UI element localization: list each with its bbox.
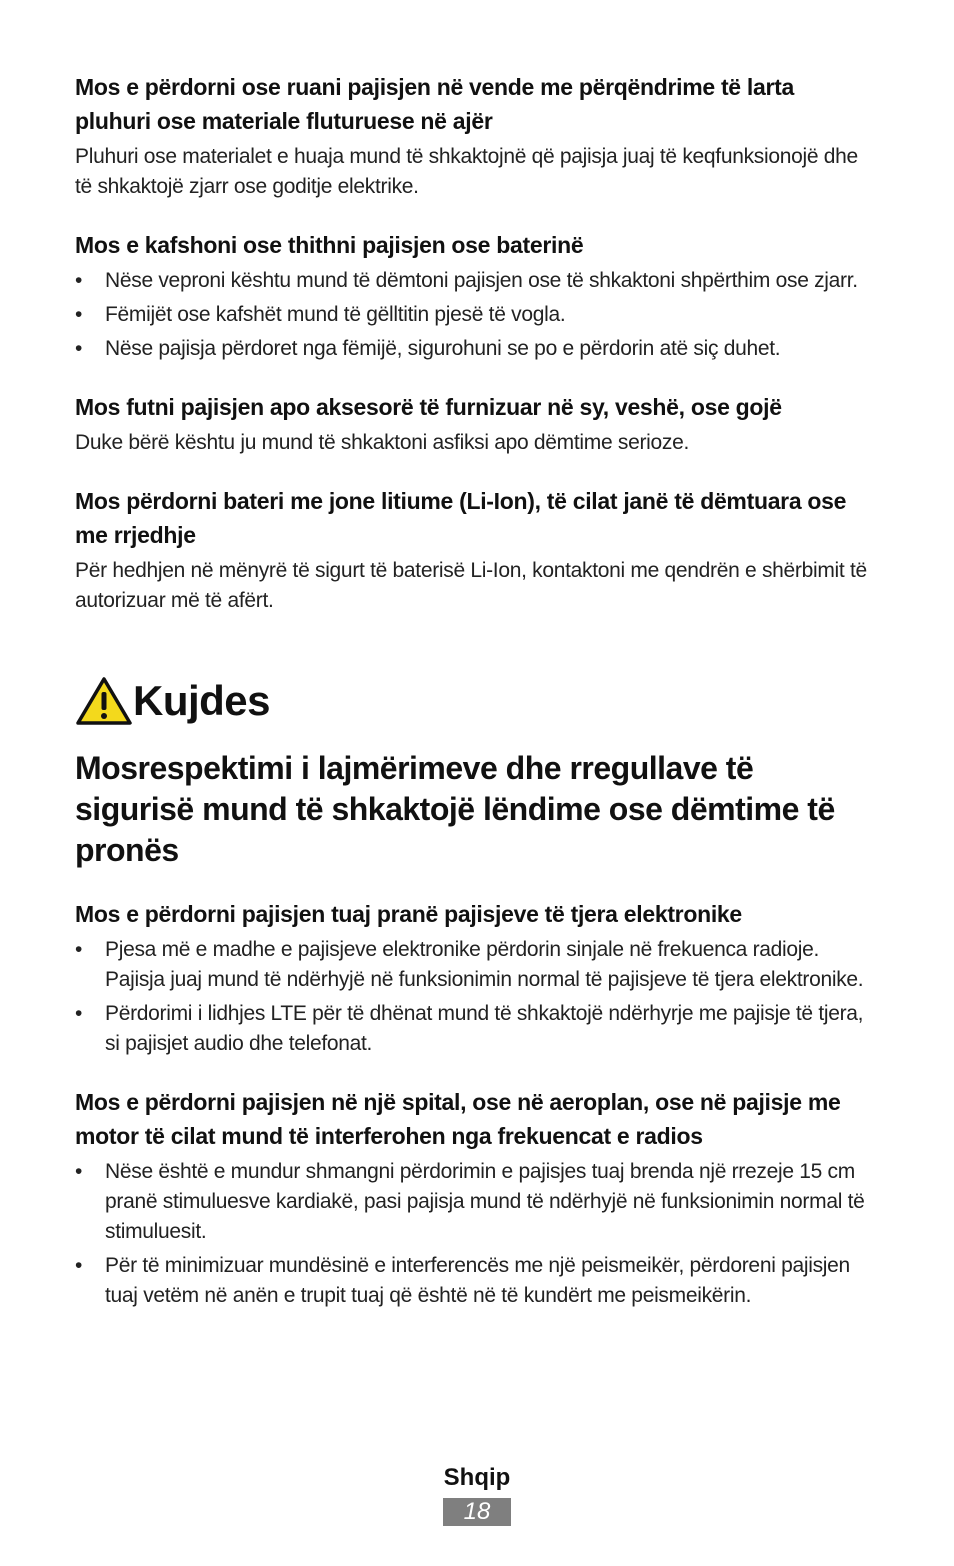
warning-triangle-icon <box>75 676 133 726</box>
caution-header <box>75 676 875 726</box>
bullet: • <box>75 303 83 326</box>
section-heading: Mos e kafshoni ose thithni pajisjen ose baterinë <box>75 232 584 258</box>
section-li-ion <box>75 484 875 616</box>
section-body: Pluhuri ose materialet e huaja mund të shkaktojnë që pajisja juaj të keqfunksionojë dhe të shkaktojë zjarr ose goditje elektrike. <box>75 145 858 198</box>
section-heading: Mos futni pajisjen apo aksesorë të furnizuar në sy, veshë, ose gojë <box>75 394 782 420</box>
bullet-list <box>75 266 875 364</box>
bullet: • <box>75 1002 83 1025</box>
list-item: • Fëmijët ose kafshët mund të gëlltitin pjesë të vogla. <box>75 300 875 330</box>
section-heading: Mos e përdorni ose ruani pajisjen në vende me përqëndrime të larta pluhuri ose materiale fluturuese në ajër <box>75 74 794 134</box>
bullet: • <box>75 269 83 292</box>
list-item: • Pjesa më e madhe e pajisjeve elektronike përdorin sinjale në frekuenca radioje. Pajisja juaj mund të ndërhyjë në funksionimin normal të pajisjeve të tjera elektronike. <box>75 935 875 995</box>
footer-language: Shqip <box>443 1464 511 1491</box>
section-body: Për hedhjen në mënyrë të sigurt të baterisë Li-Ion, kontaktoni me qendrën e shërbimit të autorizuar më të afërt. <box>75 559 867 612</box>
list-item: • Nëse është e mundur shmangni përdorimin e pajisjes tuaj brenda një rrezeje 15 cm pranë stimuluesve kardiakë, pasi pajisja mund të ndërhyjë në funksionimin normal të stimuluesit. <box>75 1157 875 1247</box>
document-page <box>75 70 875 1337</box>
section-heading: Mos e përdorni pajisjen tuaj pranë pajisjeve të tjera elektronike <box>75 901 742 927</box>
section-bite <box>75 228 875 364</box>
bullet: • <box>75 337 83 360</box>
bullet-list <box>75 935 875 1059</box>
list-item: • Përdorimi i lidhjes LTE për të dhënat mund të shkaktojë ndërhyrje me pajisje të tjera, si pajisjet audio dhe telefonat. <box>75 999 875 1059</box>
section-dust <box>75 70 875 202</box>
bullet: • <box>75 938 83 961</box>
section-heading: Mos e përdorni pajisjen në një spital, ose në aeroplan, ose në pajisje me motor të cilat mund të interferohen nga frekuencat e radios <box>75 1089 841 1149</box>
bullet: • <box>75 1160 83 1183</box>
section-hospital <box>75 1085 875 1311</box>
caution-title: Kujdes <box>133 677 271 724</box>
section-heading: Mos përdorni bateri me jone litiume (Li-Ion), të cilat janë të dëmtuara ose me rrjedhje <box>75 488 847 548</box>
list-item: • Nëse veproni kështu mund të dëmtoni pajisjen ose të shkaktoni shpërthim ose zjarr. <box>75 266 875 296</box>
section-body: Duke bërë kështu ju mund të shkaktoni asfiksi apo dëmtime serioze. <box>75 431 690 454</box>
list-item: • Nëse pajisja përdoret nga fëmijë, sigurohuni se po e përdorin atë siç duhet. <box>75 334 875 364</box>
caution-subtitle: Mosrespektimi i lajmërimeve dhe rregullave të sigurisë mund të shkaktojë lëndime ose dëmtime të pronës <box>75 750 835 868</box>
list-item: • Për të minimizuar mundësinë e interferencës me një peismeikër, përdoreni pajisjen tuaj vetëm në anën e trupit tuaj që është në të kundërt me peismeikërin. <box>75 1251 875 1311</box>
section-electronics <box>75 897 875 1059</box>
bullet-list <box>75 1157 875 1311</box>
page-footer <box>0 1464 954 1526</box>
bullet: • <box>75 1254 83 1277</box>
section-eyes-ears <box>75 390 875 458</box>
page-number: 18 <box>443 1498 511 1526</box>
